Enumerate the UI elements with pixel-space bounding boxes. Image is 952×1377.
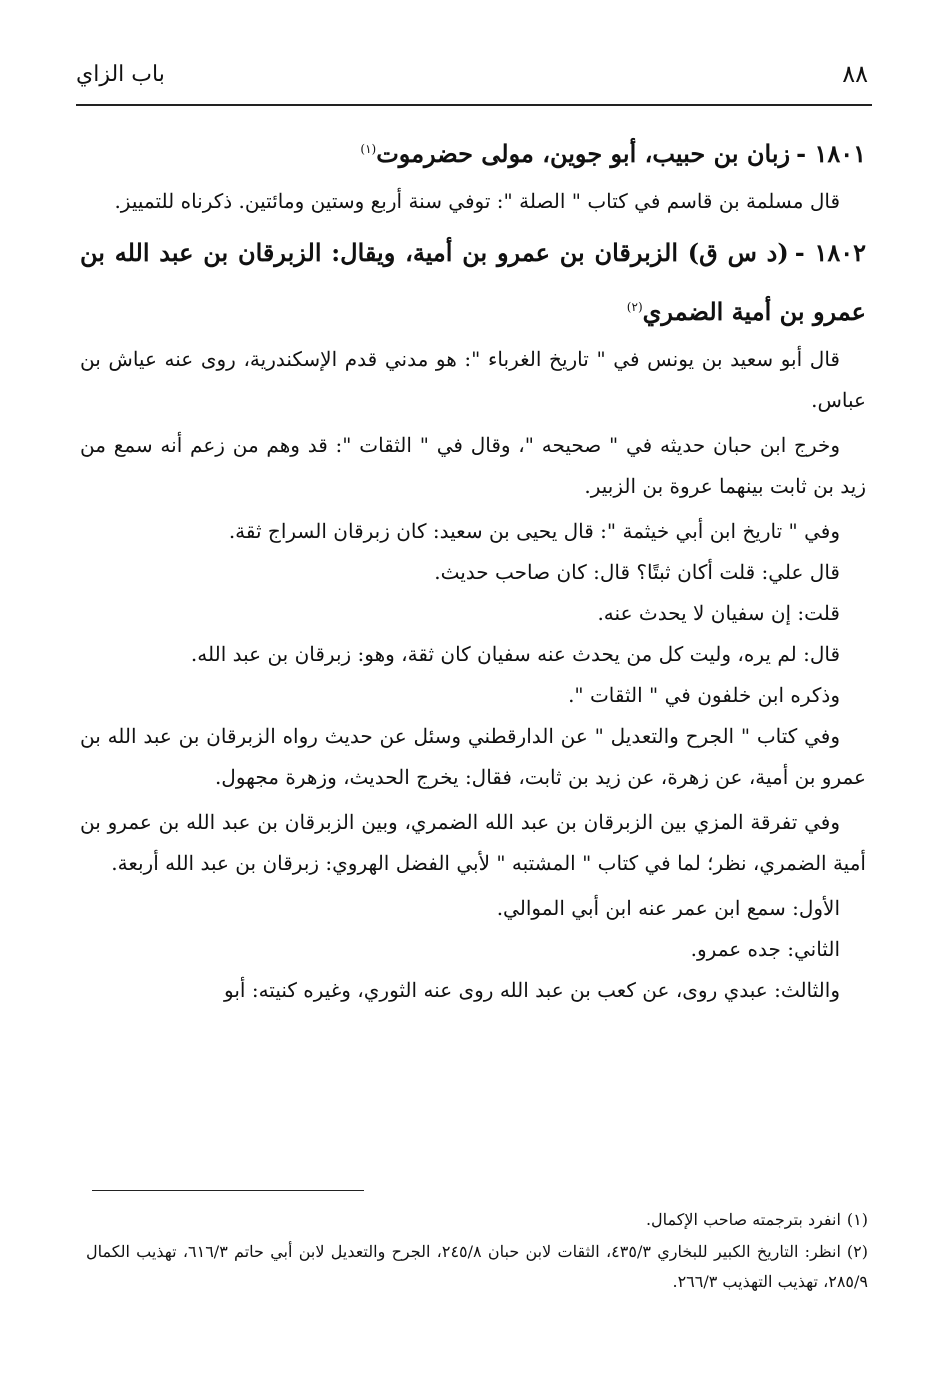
footnote-marker: (٢) <box>846 1242 869 1261</box>
indented-line: قلت: إن سفيان لا يحدث عنه. <box>597 601 840 625</box>
indented-line: الثاني: جده عمرو. <box>690 937 840 961</box>
paragraph: وخرج ابن حبان حديثه في " صحيحه "، وقال في " الثقات ": قد وهم من زعم أنه سمع من زيد بن ثابت بينهما عروة بن الزبير. <box>80 433 866 498</box>
entry-number: ١٨٠١ - <box>796 139 866 168</box>
page-body <box>80 122 866 1015</box>
footnote-2 <box>86 1237 868 1297</box>
paragraph: قال مسلمة بن قاسم في كتاب " الصلة ": توفي سنة أربع وستين ومائتين. ذكرناه للتمييز. <box>114 189 840 213</box>
entry-title-1801 <box>80 122 866 181</box>
paragraph: والثالث: عبدي روى، عن كعب بن عبد الله روى عنه الثوري، وغيره كنيته: أبو <box>224 978 840 1002</box>
indented-line: قال: لم يره، وليت كل من يحدث عنه سفيان كان ثقة، وهو: زبرقان بن عبد الله. <box>190 642 840 666</box>
indented-line: قال علي: قلت أكان ثبتًا؟ قال: كان صاحب حديث. <box>434 560 840 584</box>
footnote-reference[interactable]: (١) <box>360 142 377 156</box>
footnote-text: انظر: التاريخ الكبير للبخاري ٤٣٥/٣، الثقات لابن حبان ٢٤٥/٨، الجرح والتعديل لابن أبي حاتم ٦١٦/٣، تهذيب الكمال ٢٨٥/٩، تهذيب التهذيب ٢٦٦/٣. <box>86 1242 868 1291</box>
footnote-divider <box>92 1190 364 1191</box>
entry-heading-text: (د س ق) الزبرقان بن عمرو بن أمية، ويقال: الزبرقان بن عبد الله بن عمرو بن أمية الضمري <box>80 238 866 326</box>
page-header <box>76 58 868 102</box>
page-number: ٨٨ <box>842 60 868 88</box>
paragraph: وفي كتاب " الجرح والتعديل " عن الدارقطني وسئل عن حديث رواه الزبرقان بن عبد الله بن عمرو بن أمية، عن زهرة، عن زيد بن ثابت، فقال: يخرج الحديث، وزهرة مجهول. <box>80 724 866 789</box>
indented-line: الأول: سمع ابن عمر عنه ابن أبي الموالي. <box>496 896 840 920</box>
footnote-reference[interactable]: (٢) <box>626 300 643 314</box>
indented-line: وفي " تاريخ ابن أبي خيثمة ": قال يحيى بن سعيد: كان زبرقان السراج ثقة. <box>228 519 840 543</box>
footnote-marker: (١) <box>846 1210 868 1229</box>
header-divider <box>76 104 872 106</box>
footnotes-section <box>86 1205 868 1299</box>
paragraph: قال أبو سعيد بن يونس في " تاريخ الغرباء ": هو مدني قدم الإسكندرية، روى عنه عياش بن عباس. <box>80 347 866 412</box>
footnote-1 <box>86 1205 868 1235</box>
entry-number: ١٨٠٢ - <box>794 238 866 267</box>
indented-line: وذكره ابن خلفون في " الثقات ". <box>568 683 840 707</box>
paragraph: وفي تفرقة المزي بين الزبرقان بن عبد الله الضمري، وبين الزبرقان بن عبد الله بن عمرو بن أمية الضمري، نظر؛ لما في كتاب " المشتبه " لأبي الفضل الهروي: زبرقان بن عبد الله أربعة. <box>80 810 866 875</box>
running-title: باب الزاي <box>76 62 165 87</box>
entry-title-1802 <box>80 226 866 339</box>
footnote-text: انفرد بترجمته صاحب الإكمال. <box>645 1210 841 1229</box>
entry-heading-text: زبان بن حبيب، أبو جوين، مولى حضرموت <box>376 139 791 168</box>
